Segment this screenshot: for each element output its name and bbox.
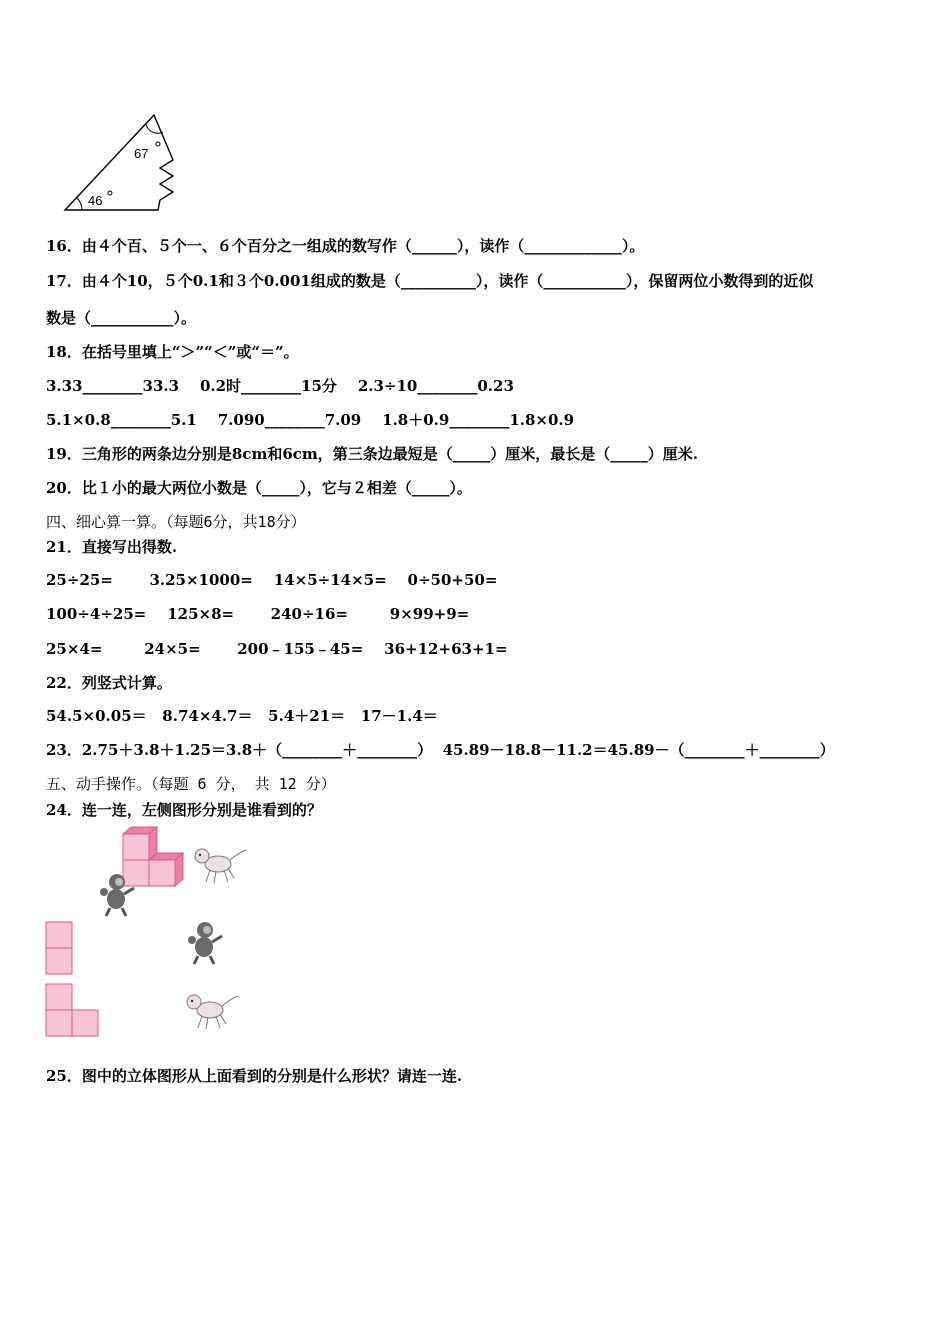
side-view-l-shape (45, 982, 101, 1038)
question-17-line2: 数是（___________）。 (46, 309, 197, 327)
section-5-title: 五、动手操作。（每题 6 分， 共 12 分） (46, 775, 336, 793)
question-20: 20．比１小的最大两位小数是（_____），它与２相差（_____）。 (46, 479, 472, 497)
dog-icon (188, 842, 248, 886)
question-21-row2: 100÷4÷25= 125×8= 240÷16= 9×99+9= (46, 605, 470, 623)
question-18-row2: 5.1×0.8________5.1 7.090________7.09 1.8＋0.9________1.8×0.9 (46, 411, 575, 429)
dog-icon-2 (180, 988, 240, 1032)
question-17-line1: 17．由４个10，５个0.1和３个0.001组成的数是（__________），读作（___________），保留两位小数得到的近似 (46, 272, 814, 290)
monkey-icon (92, 872, 136, 918)
question-24: 24．连一连，左侧图形分别是谁看到的？ (46, 801, 322, 819)
angle-67-label: 67 (134, 146, 149, 161)
section-4-title: 四、细心算一算。（每题6分，共18分） (46, 513, 306, 531)
question-18-row1: 3.33________33.3 0.2时________15分 2.3÷10________0.23 (46, 377, 514, 395)
question-21: 21．直接写出得数. (46, 538, 178, 556)
question-21-row1: 25÷25= 3.25×1000= 14×5÷14×5= 0÷50+50= (46, 571, 498, 589)
monkey-icon-2 (180, 920, 224, 966)
question-16: 16．由４个百、５个一、６个百分之一组成的数写作（______），读作（_____________）。 (46, 237, 645, 255)
angle-46-label: 46 (88, 193, 103, 208)
triangle-figure (60, 110, 185, 215)
question-18: 18．在括号里填上“＞”“＜”或“＝”。 (46, 343, 299, 361)
question-22-row1: 54.5×0.05＝ 8.74×4.7＝ 5.4＋21＝ 17－1.4＝ (46, 707, 438, 725)
question-21-row3: 25×4= 24×5= 200﹣155﹣45= 36+12+63+1= (46, 640, 508, 658)
question-19: 19．三角形的两条边分别是8cm和6cm，第三条边最短是（_____）厘米，最长是（_____）厘米. (46, 445, 698, 463)
front-view-column (45, 920, 75, 976)
question-22: 22．列竖式计算。 (46, 674, 172, 692)
question-25: 25．图中的立体图形从上面看到的分别是什么形状？请连一连. (46, 1067, 463, 1085)
question-23: 23．2.75＋3.8＋1.25＝3.8＋（________＋________） 45.89－18.8－11.2＝45.89－（________＋________） (46, 741, 835, 759)
